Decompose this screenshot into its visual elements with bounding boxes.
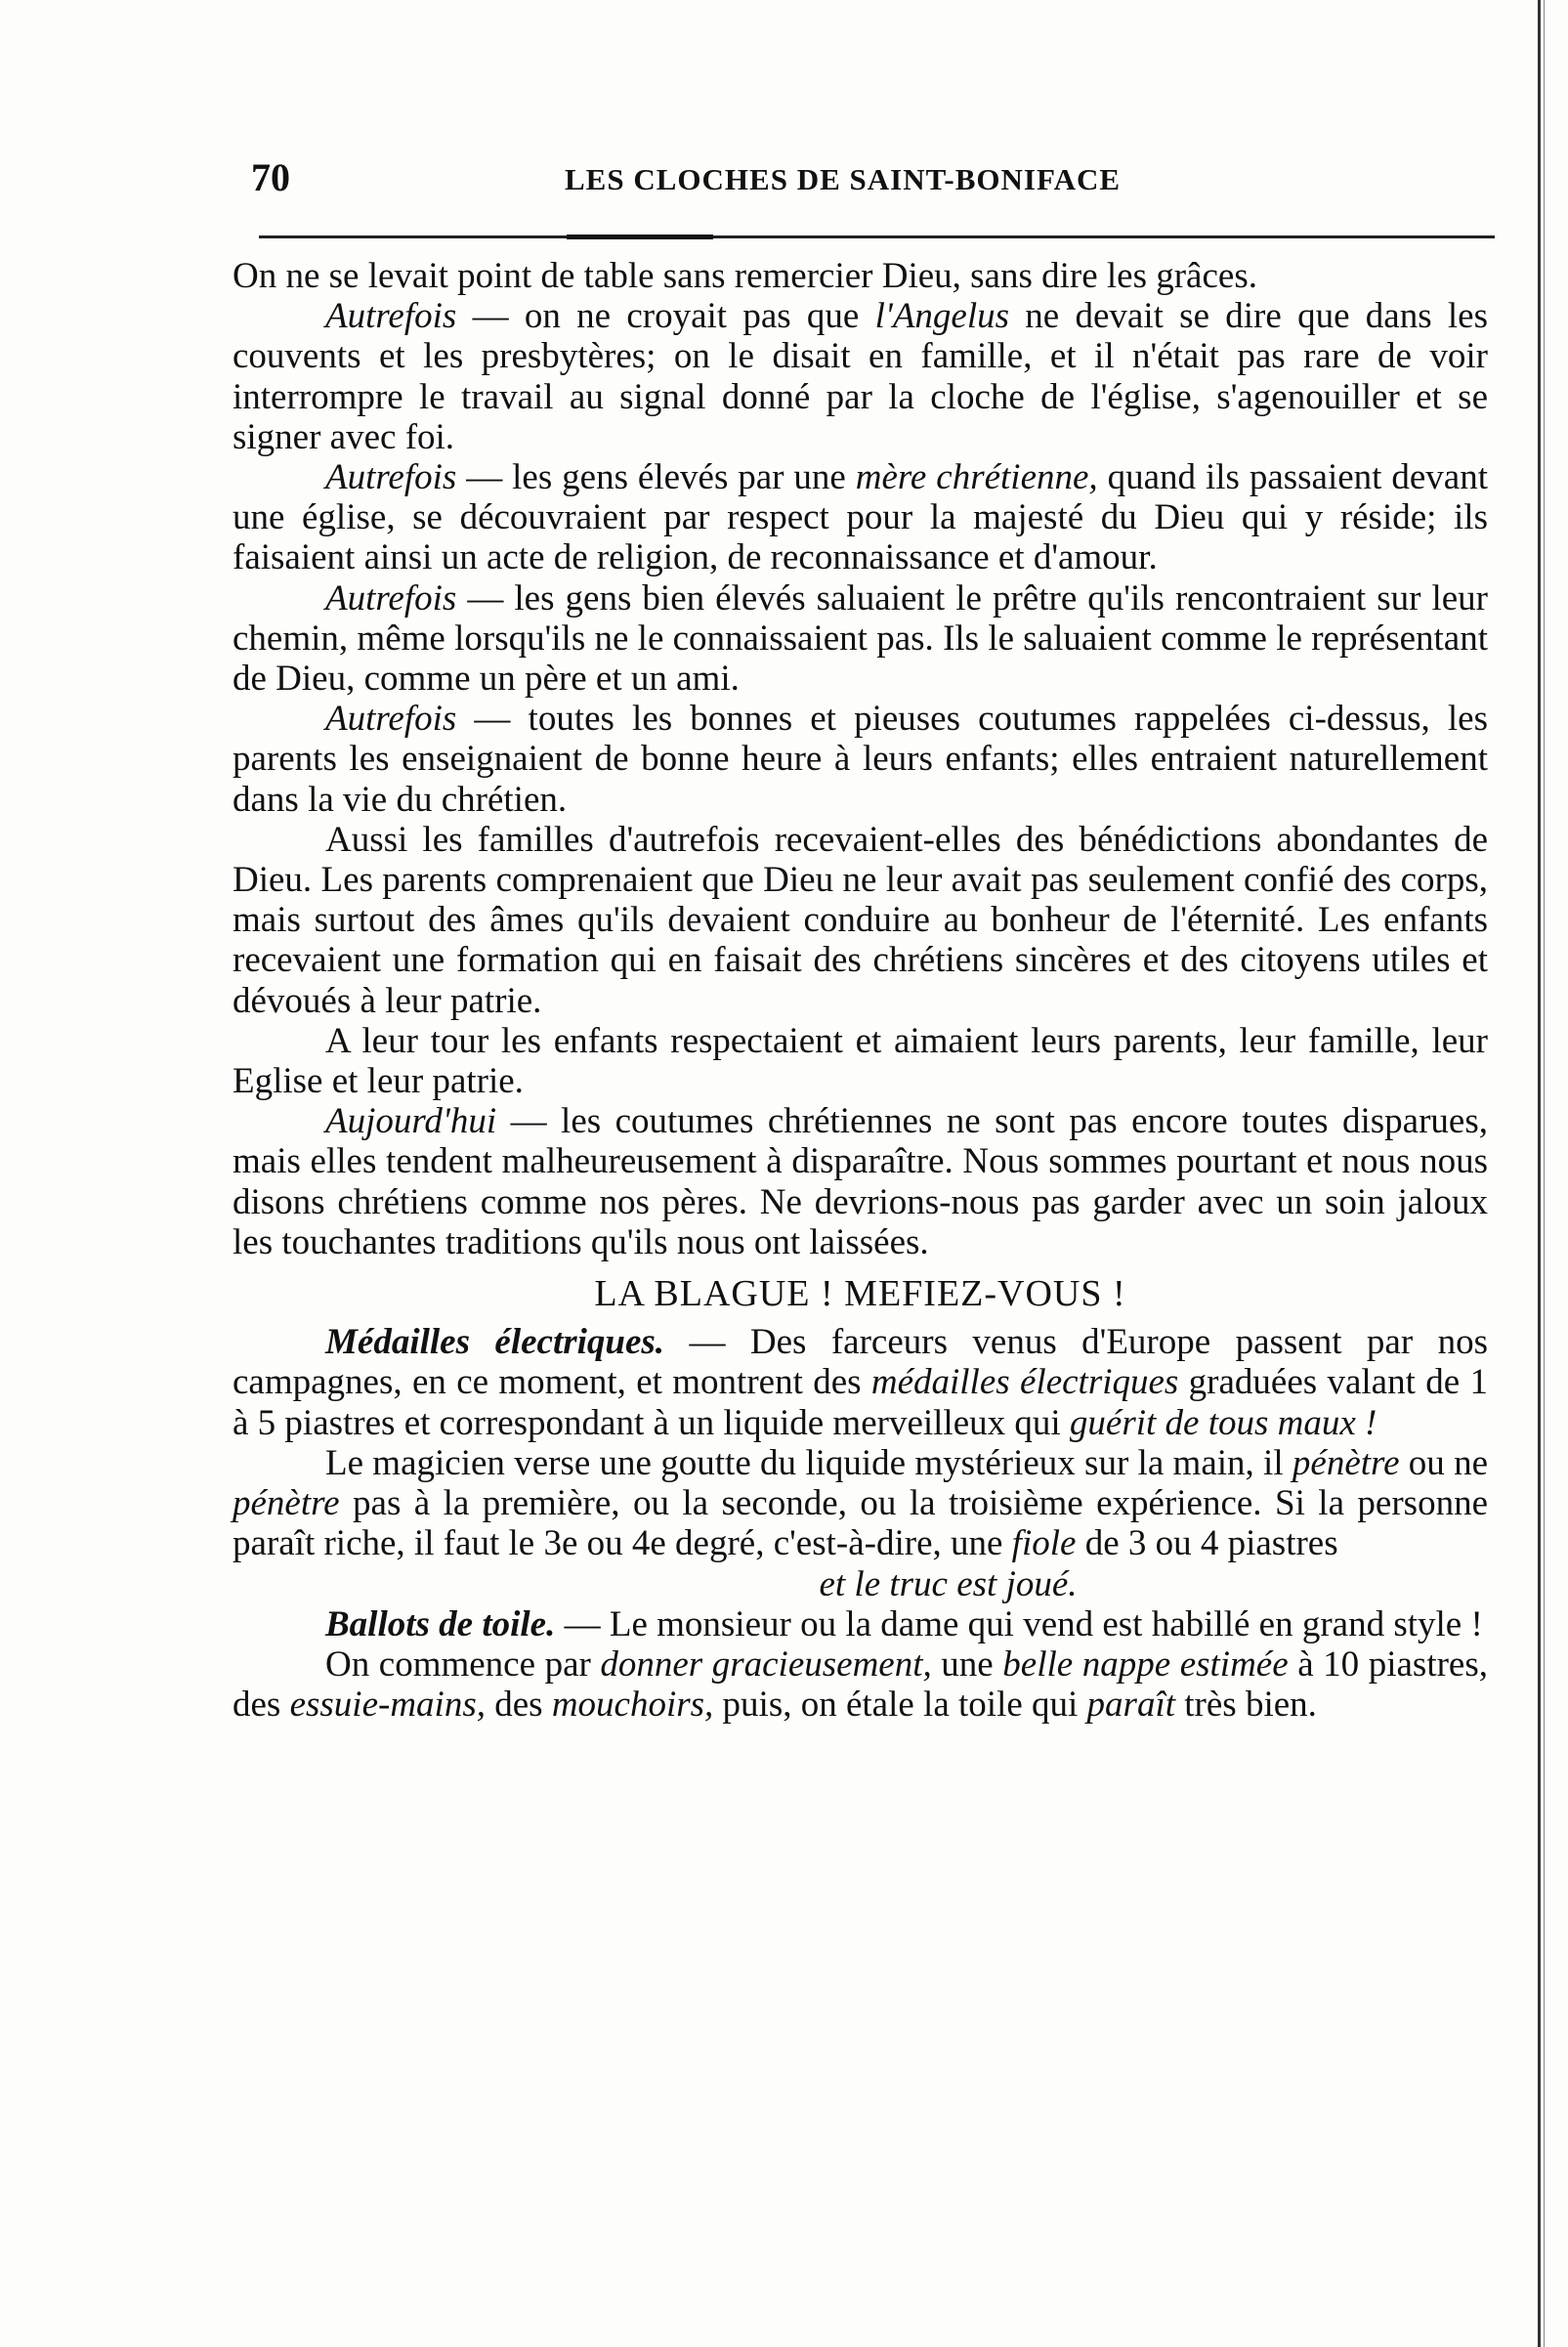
lead-word: Autrefois [325,699,457,740]
paragraph-angelus: Autrefois — on ne croyait pas que l'Angelus ne devait se dire que dans les couvents et les presbytères; on le disait en famille, et il n'était pas rare de voir interrompre le travail au signal donné par la cloche de l'église, s'agenouiller et se signer avec foi. [233,296,1488,457]
emphasis-mother: mère chrétienne, [855,457,1098,498]
emphasis-give: donner gracieusement, [600,1643,932,1685]
emphasis-towels: essuie-mains, [289,1685,486,1726]
emphasis-penetre: pénètre [233,1483,340,1524]
lead-word: Autrefois [325,577,457,619]
lead-word: Autrefois [325,457,457,498]
page-edge-line-thin [1544,0,1545,2347]
centered-line: et le truc est joué. [819,1563,1078,1604]
paragraph-today: Aujourd'hui — les coutumes chrétiennes ne sont pas encore toutes disparues, mais elles tendent malheureusement à disparaître. Nous sommes pourtant et nous nous disons chrétiens comme nos pères. Ne devrions-nous pas garder avec un soin jaloux les touchantes traditions qu'ils nous ont laissées. [233,1101,1488,1262]
emphasis-handkerchiefs: mouchoirs, [551,1685,714,1726]
header-rule-accent [567,235,713,239]
lead-word: Autrefois [325,296,457,337]
paragraph-tablecloth: On commence par donner gracieusement, une belle nappe estimée à 10 piastres, des essuie-mains, des mouchoirs, puis, on étale la toile qui paraît très bien. [233,1643,1488,1726]
paragraph-priest: Autrefois — les gens bien élevés saluaient le prêtre qu'ils rencontraient sur leur chemin, même lorsqu'ils ne le connaissaient pas. Ils le saluaient comme le représentant de Dieu, comme un père et un ami. [233,577,1488,700]
paragraph-graces: On ne se levait point de table sans remercier Dieu, sans dire les grâces. [233,256,1257,296]
page-number: 70 [251,155,290,199]
emphasis-cure: guérit de tous maux ! [1069,1402,1377,1443]
emphasis-medals: médailles électriques [870,1362,1179,1403]
paragraph-customs: Autrefois — toutes les bonnes et pieuses coutumes rappelées ci-dessus, les parents les enseignaient de bonne heure à leurs enfants; elles entraient naturellement dans la vie du chrétien. [233,699,1488,820]
emphasis-angelus: l'Angelus [874,296,1010,337]
emphasis-fiole: fiole [1011,1523,1077,1564]
header-rule [259,235,1495,238]
paragraph-church: Autrefois — les gens élevés par une mère chrétienne, quand ils passaient devant une église, se découvraient par respect pour la majesté du Dieu qui y réside; ils faisaient ainsi un acte de religion, de reconnaissance et d'amour. [233,457,1488,578]
section-heading: LA BLAGUE ! MEFIEZ-VOUS ! [594,1273,1126,1315]
running-title: LES CLOCHES DE SAINT-BONIFACE [565,162,1122,196]
emphasis-appears: paraît [1086,1685,1176,1726]
paragraph-medals: Médailles électriques. — Des farceurs venus d'Europe passent par nos campagnes, en ce moment, et montrent des médailles électriques graduées valant de 1 à 5 piastres et correspondant à un liquide merveilleux qui guérit de tous maux ! [233,1322,1488,1443]
paragraph-children: A leur tour les enfants respectaient et aimaient leurs parents, leur famille, leur Eglise et leur patrie. [233,1020,1488,1102]
page-edge-line [1538,0,1541,2347]
page-body [233,256,1488,1725]
page-header [249,154,1500,213]
lead-word: Aujourd'hui [325,1101,497,1142]
emphasis-tablecloth: belle nappe estimée [1002,1643,1289,1685]
emphasis-penetre: pénètre [1292,1442,1400,1483]
lead-phrase: Médailles électriques. [325,1322,665,1363]
lead-phrase: Ballots de toile. [325,1603,556,1644]
paragraph-ballots: Ballots de toile. — Le monsieur ou la dame qui vend est habillé en grand style ! [325,1603,1483,1644]
paragraph-families: Aussi les familles d'autrefois recevaient-elles des bénédictions abondantes de Dieu. Les parents comprenaient que Dieu ne leur avait pas seulement confié des corps, mais surtout des âmes qu'ils devaient conduire au bonheur de l'éternité. Les enfants recevaient une formation qui en faisait des chrétiens sincères et des citoyens utiles et dévoués à leur patrie. [233,819,1488,1021]
paragraph-magician: Le magicien verse une goutte du liquide mystérieux sur la main, il pénètre ou ne pénètre pas à la première, ou la seconde, ou la troisième expérience. Si la personne paraît riche, il faut le 3e ou 4e degré, c'est-à-dire, une fiole de 3 ou 4 piastres [233,1442,1488,1564]
